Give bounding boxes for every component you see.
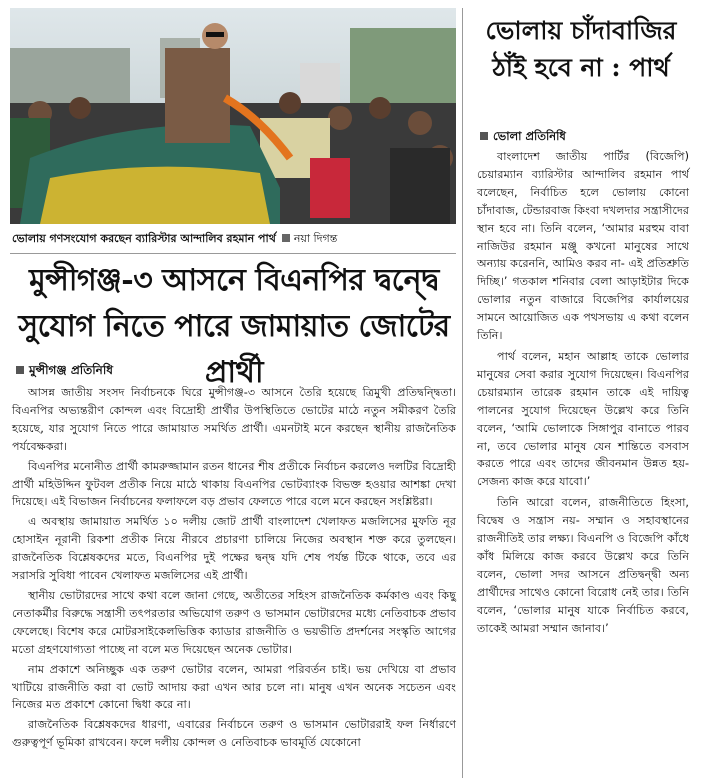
caption-separator-icon: [282, 234, 290, 242]
main-byline-text: মুন্সীগঞ্জ প্রতিনিধি: [29, 363, 113, 377]
photo-credit: নয়া দিগন্ত: [293, 232, 338, 245]
side-paragraph: বাংলাদেশ জাতীয় পার্টির (বিজেপি) চেয়ারম্যান ব্যারিস্টার আন্দালিব রহমান পার্থ বলেছেন, নির্বাচিত হলে ভোলায় কোনো চাঁদাবাজ, টেন্ডারবাজ কিংবা দখলদার সন্ত্রাসীদের স্থান হবে না। তিনি বলেন, ‘আমার মরহুম বাবা নাজিউর রহমান মঞ্জু কখনো মানুষের সাথে অন্যায় করেননি, আমিও করব না- এই প্রতিশ্রুতি দিচ্ছি।’ গতকাল শনিবার বেলা আড়াইটার দিকে ভোলার নতুন বাজারে বিজেপির কার্যালয়ের সামনে আয়োজিত এক পথসভায় এ কথা বলেন তিনি।: [477, 150, 689, 343]
main-paragraph: রাজনৈতিক বিশ্লেষকদের ধারণা, এবারের নির্বাচনে তরুণ ও ভাসমান ভোটাররাই ফল নির্ধারণে গুরুত্বপূর্ণ ভূমিকা রাখবেন। ফলে দলীয় কোন্দল ও নেতিবাচক ভাবমূর্তি যেকোনো: [12, 718, 456, 750]
side-article-body: [477, 148, 689, 640]
news-photo: [10, 8, 456, 224]
side-headline: ভোলায় চাঁদাবাজির ঠাঁই হবে না : পার্থ: [485, 16, 677, 82]
side-byline: [480, 128, 566, 147]
bullet-icon: [16, 366, 24, 374]
side-byline-text: ভোলা প্রতিনিধি: [493, 129, 566, 143]
main-byline: [16, 362, 113, 382]
main-paragraph: আসন্ন জাতীয় সংসদ নির্বাচনকে ঘিরে মুন্সীগঞ্জ-৩ আসনে তৈরি হয়েছে ত্রিমুখী প্রতিদ্বন্দ্বিতা। বিএনপির অভ্যন্তরীণ কোন্দল এবং বিদ্রোহী প্রার্থীর উপস্থিতিতে ভোটের মাঠে নতুন সমীকরণ তৈরি হয়েছে, যার সুযোগ নিতে পারে জামায়াত সমর্থিত প্রার্থী। এমনটাই মনে করছেন স্থানীয় রাজনৈতিক পর্যবেক্ষকরা।: [12, 386, 456, 453]
main-headline: মুন্সীগঞ্জ-৩ আসনে বিএনপির দ্বন্দ্বে সুযোগ নিতে পারে জামায়াত জোটের প্রার্থী: [18, 263, 450, 390]
side-paragraph: পার্থ বলেন, মহান আল্লাহ তাকে ভোলার মানুষের সেবা করার সুযোগ দিয়েছেন। বিএনপির চেয়ারম্যান তারেক রহমান তাকে এই দায়িত্ব পালনের সুযোগ দিয়েছেন উল্লেখ করে তিনি বলেন, ‘আমি ভোলাকে সিঙ্গাপুর বানাতে পারব না, তবে ভোলার মানুষ যেন শান্তিতে বসবাস করতে পারে এবং তাদের জীবনমান উন্নত হয়- সেজন্য কাজ করে যাবো।’: [477, 349, 689, 489]
main-article-body: [12, 384, 456, 754]
caption-text: ভোলায় গণসংযোগ করছেন ব্যারিস্টার আন্দালিব রহমান পার্থ: [12, 232, 276, 245]
photo-caption: [12, 231, 456, 247]
main-paragraph: বিএনপির মনোনীত প্রার্থী কামরুজ্জামান রতন ধানের শীষ প্রতীকে নির্বাচন করলেও দলটির বিদ্রোহী প্রার্থী মহিউদ্দিন ফুটবল প্রতীক নিয়ে মাঠে থাকায় বিএনপির ভোটব্যাংক বিভক্ত হওয়ার আশঙ্কা দেখা দিয়েছে। এই বিভাজন নির্বাচনের ফলাফলে বড় প্রভাব ফেলতে পারে বলে মনে করছেন সংশ্লিষ্টরা।: [12, 459, 456, 509]
main-paragraph: এ অবস্থায় জামায়াত সমর্থিত ১০ দলীয় জোট প্রার্থী বাংলাদেশ খেলাফত মজলিসের মুফতি নূর হোসাইন নূরানী রিকশা প্রতীক নিয়ে নীরবে প্রচারণা চালিয়ে নিজের অবস্থান শক্ত করে তুলছেন। রাজনৈতিক বিশ্লেষকদের মতে, বিএনপির দুই পক্ষের দ্বন্দ্ব যদি শেষ পর্যন্ত টিকে থাকে, তবে এর সরাসরি সুবিধা পাবেন খেলাফত মজলিসের এই প্রার্থী।: [12, 515, 456, 583]
column-divider: [462, 8, 463, 778]
bullet-icon: [480, 132, 488, 140]
side-paragraph: তিনি আরো বলেন, রাজনীতিতে হিংসা, বিদ্বেষ ও সন্ত্রাস নয়- সম্মান ও সহাবস্থানের রাজনীতিই তার লক্ষ্য। বিএনপি ও বিজেপি কাঁধে কাঁধ মিলিয়ে কাজ করবে উল্লেখ করে তিনি বলেন, ভোলা সদর আসনে প্রতিদ্বন্দ্বী অন্য প্রার্থীদের সাথেও কোনো বিরোধ নেই তার। তিনি বলেন, ‘ভোলার মানুষ যাকে নির্বাচিত করবে, তাকেই আমরা সম্মান জানাব।’: [477, 496, 689, 635]
poster: [300, 63, 340, 103]
main-paragraph: নাম প্রকাশে অনিচ্ছুক এক তরুণ ভোটার বলেন, আমরা পরিবর্তন চাই। ভয় দেখিয়ে বা প্রভাব খাটিয়ে রাজনীতি করা বা ভোট আদায় করা এখন আর চলে না। মানুষ এখন অনেক সচেতন এবং নিজের মত প্রকাশে কোনো দ্বিধা করে না।: [12, 662, 456, 712]
caption-divider: [10, 253, 456, 254]
news-photo-illustration: [10, 8, 456, 224]
main-paragraph: স্থানীয় ভোটারদের সাথে কথা বলে জানা গেছে, অতীতের সহিংস রাজনৈতিক কর্মকাণ্ড এবং কিছু নেতাকর্মীর বিরুদ্ধে সন্ত্রাসী তৎপরতার অভিযোগ তরুণ ও ভাসমান ভোটারদের মধ্যে নেতিবাচক প্রভাব ফেলেছে। বিশেষ করে মোটরসাইকেলভিত্তিক ক্যাডার রাজনীতি ও ভয়ভীতি প্রদর্শনের সংস্কৃতি আগের মতো গ্রহণযোগ্যতা পাচ্ছে না বলে মত দিয়েছেন অনেক ভোটার।: [12, 588, 456, 656]
